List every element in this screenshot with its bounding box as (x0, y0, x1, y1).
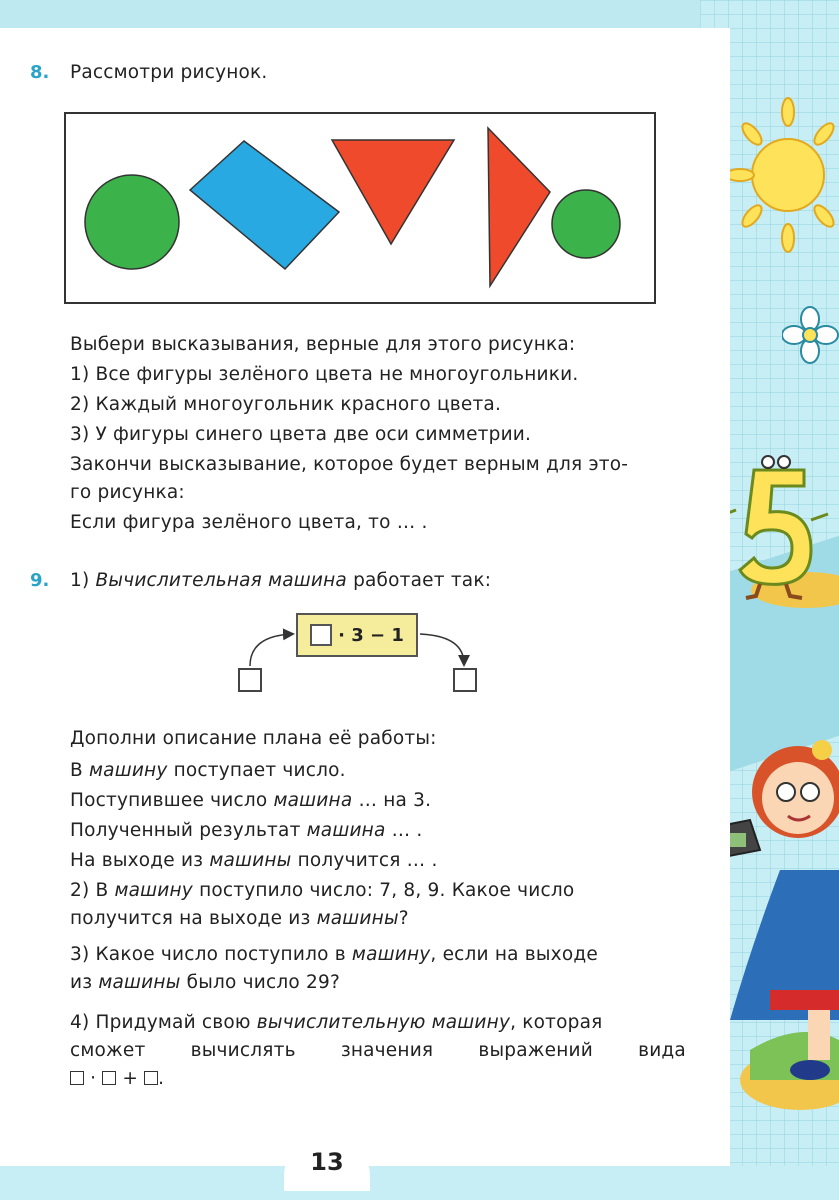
green-circle-small (552, 190, 620, 258)
calculating-machine (296, 613, 418, 657)
page-number: 13 (284, 1133, 370, 1191)
task9-expression-form: · + . (70, 1068, 164, 1090)
task9-question-2-line-1: 2) В машину поступило число: 7, 8, 9. Какое число (70, 880, 575, 901)
flower-illustration (782, 305, 839, 365)
task8-statement-2: 2) Каждый многоугольник красного цвета. (70, 394, 502, 415)
task9-desc-line-4: На выходе из машины получится … . (70, 850, 438, 871)
task8-finish-line-1: Закончи высказывание, которое будет верным для это- (70, 454, 629, 475)
blank-square-icon (70, 1071, 84, 1085)
bottom-strip (0, 1166, 839, 1200)
task9-question-4-line-2: сможет вычислять значения выражений вида (70, 1040, 686, 1061)
task8-finish-line-2: го рисунка: (70, 482, 185, 503)
red-triangle-right (488, 128, 550, 286)
output-square (453, 668, 477, 692)
blank-square-icon (102, 1071, 116, 1085)
task9-question-4-line-1: 4) Придумай свою вычислительную машину, которая (70, 1012, 603, 1033)
task8-statement-1: 1) Все фигуры зелёного цвета не многоугольники. (70, 364, 579, 385)
machine-input-square (310, 624, 332, 646)
blank-square-icon (144, 1071, 158, 1085)
number-five-character (716, 450, 839, 610)
task9-question-3-line-2: из машины было число 29? (70, 972, 340, 993)
task8-if-line: Если фигура зелёного цвета, то … . (70, 512, 428, 533)
task9-part1-heading: 1) Вычислительная машина работает так: (70, 570, 492, 591)
task9-question-2-line-2: получится на выходе из машины? (70, 908, 409, 929)
task8-prompt: Выбери высказывания, верные для этого рисунка: (70, 334, 576, 355)
task8-number: 8. (30, 62, 50, 83)
input-square (238, 668, 262, 692)
task9-desc-line-1: В машину поступает число. (70, 760, 346, 781)
green-circle-large (85, 175, 179, 269)
task9-question-3-line-1: 3) Какое число поступило в машину, если на выходе (70, 944, 598, 965)
task9-desc-line-3: Полученный результат машина … . (70, 820, 423, 841)
sun-illustration (728, 80, 839, 270)
task9-desc-intro: Дополни описание плана её работы: (70, 728, 437, 749)
task9-number: 9. (30, 570, 50, 591)
task8-title: Рассмотри рисунок. (70, 62, 268, 83)
red-triangle-equilateral (332, 140, 454, 244)
shapes-figure (64, 112, 656, 304)
machine-operation: · 3 − 1 (338, 624, 404, 646)
task8-statement-3: 3) У фигуры синего цвета две оси симметрии. (70, 424, 532, 445)
blue-rectangle (190, 141, 339, 269)
task9-desc-line-2: Поступившее число машина … на 3. (70, 790, 432, 811)
